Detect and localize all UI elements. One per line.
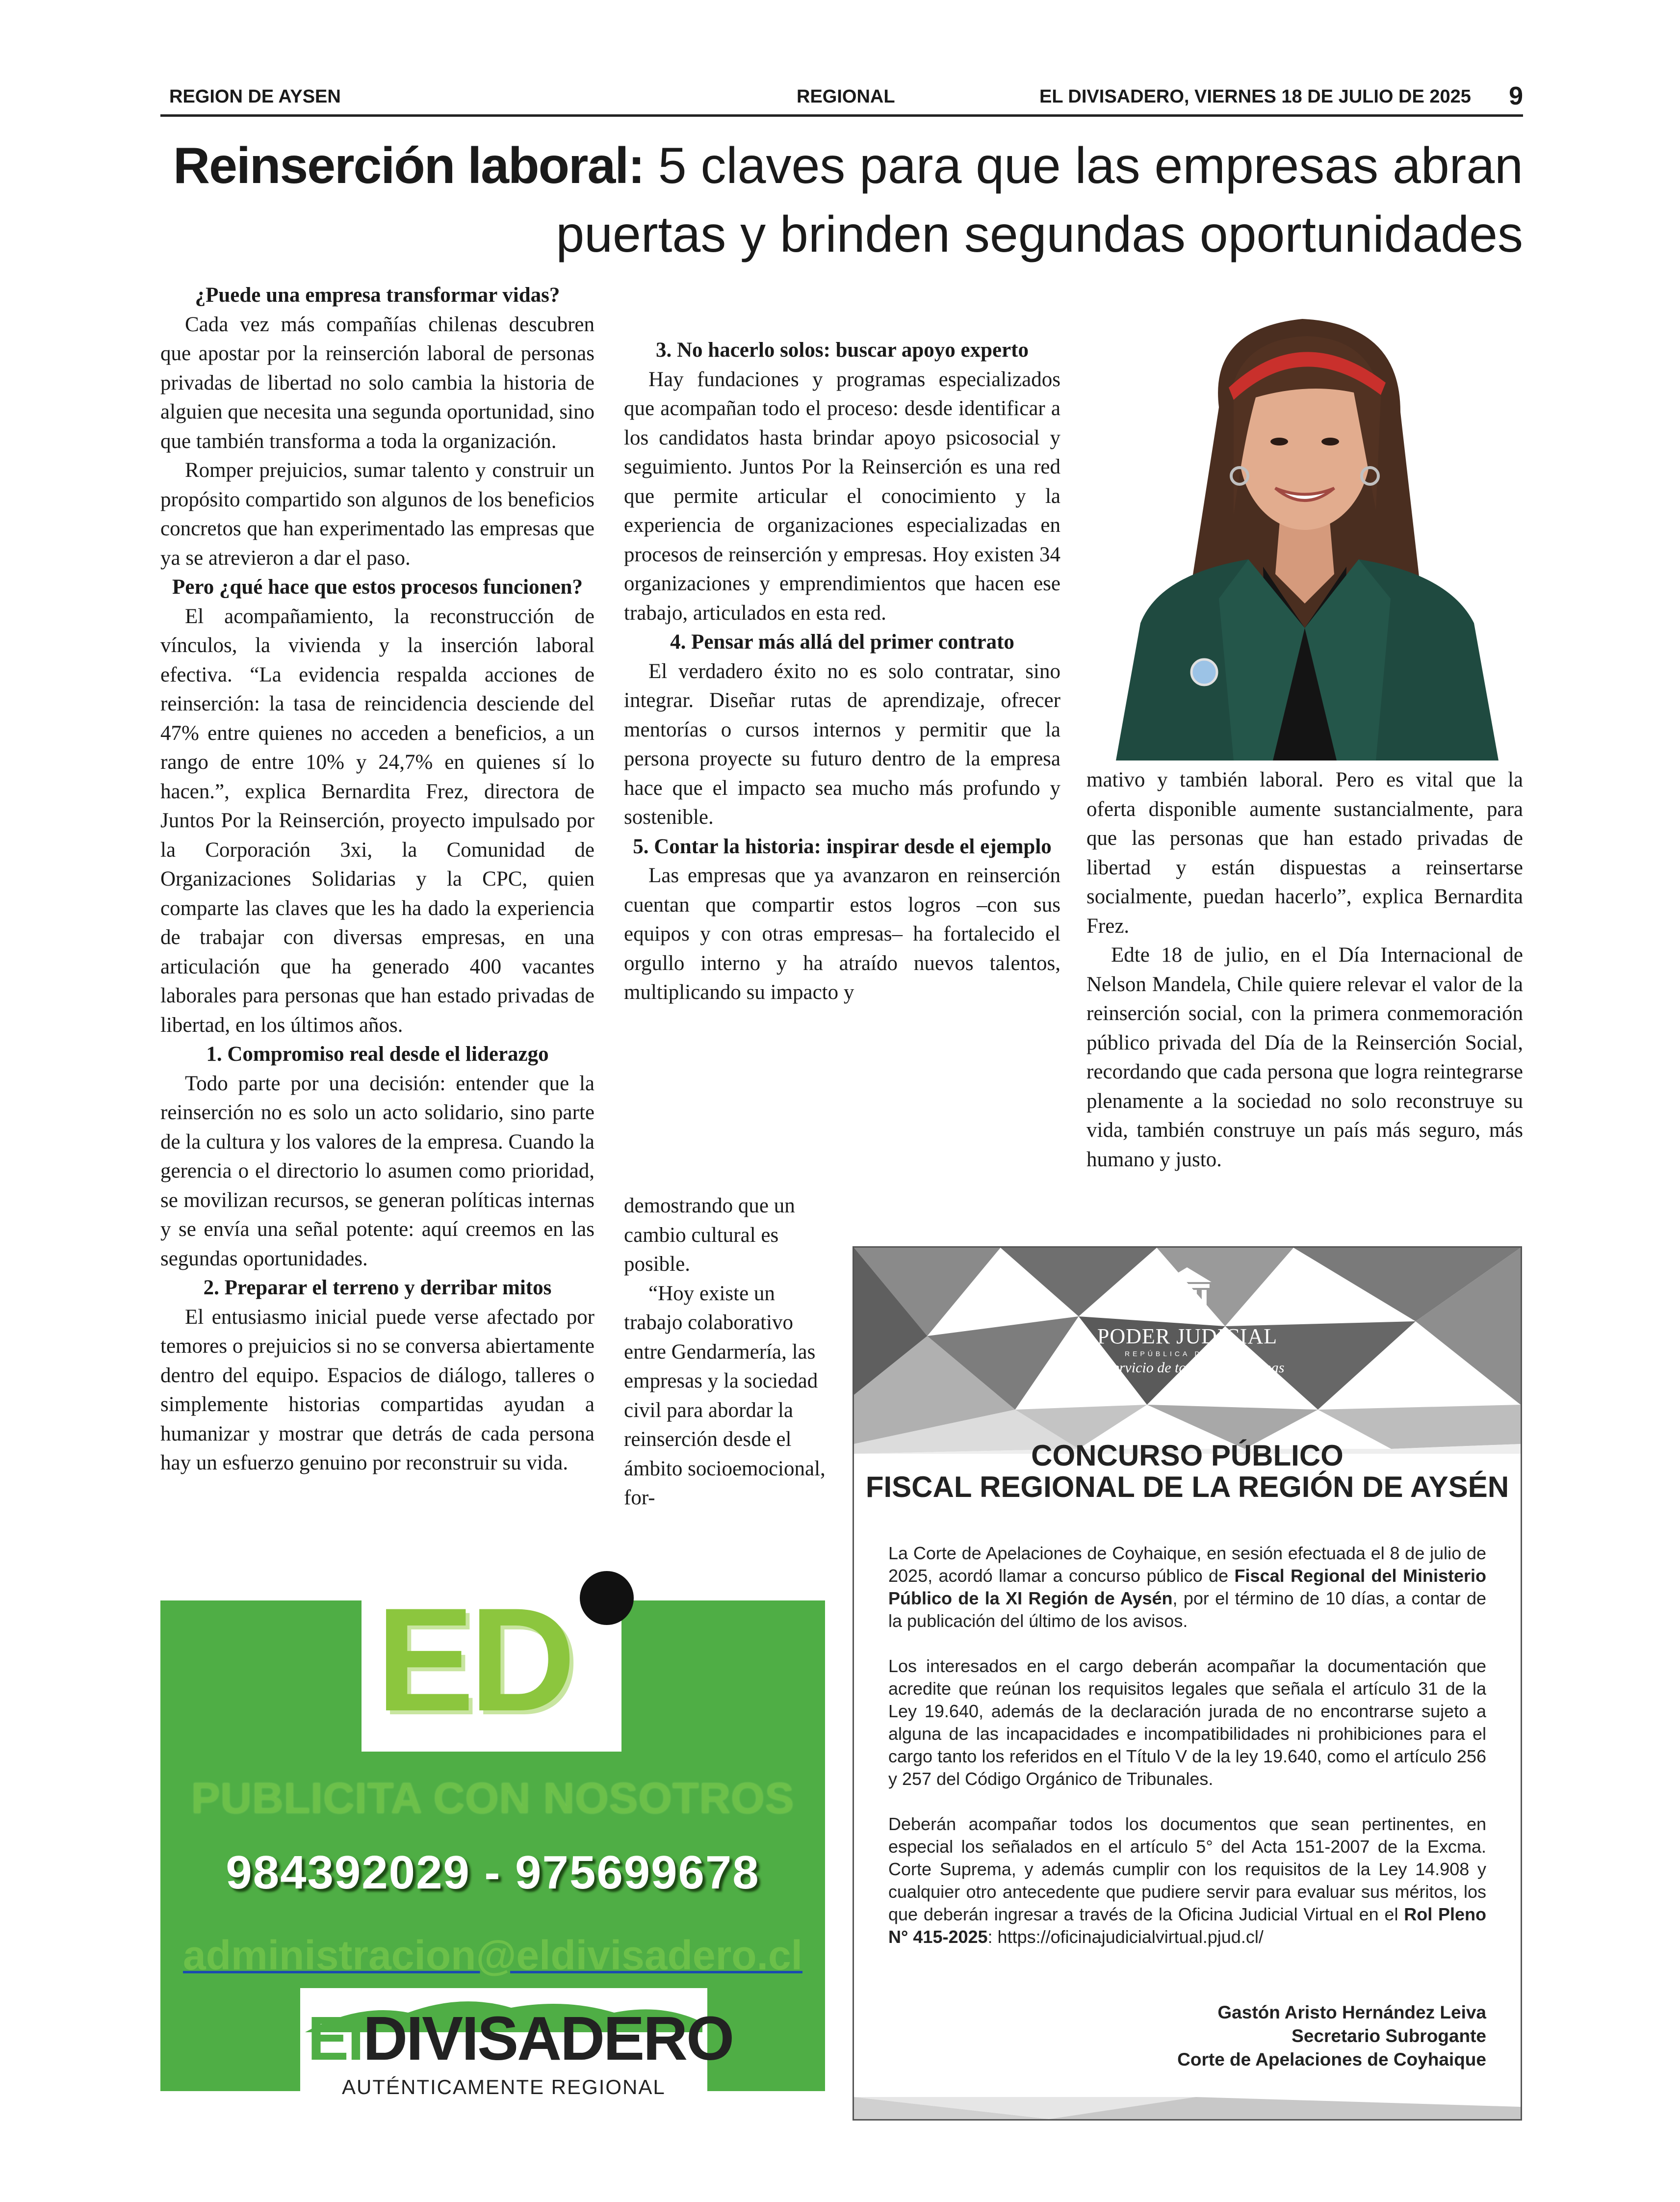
paragraph: El acompañamiento, la reconstrucción de vínculos, la vivienda y la inserción laboral efectiva. “La evidencia respalda acciones de reinserción: la tasa de reincidencia desciende del 47% entre quienes no acceden a beneficios, a un rango de entre 10% y 24,7% en quienes sí lo hacen.”, explica Bernardita Frez, directora de Juntos Por la Reinserción, proyecto impulsado por la Corporación 3xi, la Comunidad de Organizaciones Solidarias y la CPC, quien comparte las claves que les ha dado la experiencia de trabajar con diversas empresas, en una articulación que ha generado 400 vacantes laborales para personas que han estado privadas de libertad, en los últimos años. [160,604,594,1037]
notice-paragraph [888,1542,1486,1632]
portrait-illustration [1086,285,1523,760]
notice-text: La Corte de Apelaciones de Coyhaique, en sesión efectuada el 8 de julio de 2025, acordó llamar a concurso público de [888,1543,1486,1586]
ad-email-link[interactable]: administracion@eldivisadero.cl [183,1932,802,1978]
brand-name: DIVISADERO [363,2004,733,2073]
article-column-3 [1086,765,1523,1174]
brand-tagline: AUTÉNTICAMENTE REGIONAL [342,2075,666,2098]
paragraph: demostrando que un cambio cultural es posible. [624,1194,795,1276]
signer-name: Gastón Aristo Hernández Leiva [1217,2002,1486,2022]
subhead-key-2: 2. Preparar el terreno y derribar mitos [203,1276,552,1299]
headline-bold: Reinserción laboral: [173,137,644,194]
notice-text: , por el término de 10 días, a contar de la publicación del último de los avisos. [888,1588,1486,1631]
notice-paragraph [888,1813,1486,1948]
paragraph: Edte 18 de julio, en el Día Internacional de Nelson Mandela, Chile quiere relevar el valor de la reinserción social, con la primera conmemoración público privada del Día de la Reinserción Social, recordando que cada persona que logra reintegrarse plenamente a la sociedad no solo reconstruye su vida, también construye un país más seguro, más humano y justo. [1086,944,1523,1171]
paragraph: “Hoy existe un trabajo colaborativo entre Gendarmería, las empresas y la sociedad civil para abordar la reinserción desde el ámbito socioemocional, for- [624,1282,826,1509]
paragraph: Todo parte por una decisión: entender que la reinserción no es solo un acto solidario, sino parte de la cultura y los valores de la empresa. Cuando la gerencia o el directorio lo asumen como prioridad, se movilizan recursos, se generan políticas internas y se envía una señal potente: aquí creemos en las segundas oportunidades. [160,1072,594,1270]
paragraph: Las empresas que ya avanzaron en reinserción cuentan que compartir estos logros –con sus equipos y con otras empresas– ha fortalecido el orgullo interno y ha atraído nuevos talentos, multiplicando su impacto y [624,864,1060,1004]
institution-motto: Al servicio de todas las personas [1090,1360,1285,1376]
institution-name: PODER JUDICIAL [1097,1324,1278,1348]
notice-bold-text: Fiscal Regional del Ministerio Público de la XI Región de Aysén [888,1566,1486,1608]
subhead-question: Pero ¿qué hace que estos procesos funcionen? [172,576,583,599]
logo-dot-icon [580,1571,634,1625]
notice-title-line-1: CONCURSO PÚBLICO [1031,1439,1344,1472]
legal-notice [853,1246,1522,2121]
paragraph: Romper prejuicios, sumar talento y construir un propósito compartido son algunos de los beneficios concretos que han experimentado las empresas que ya se atrevieron a dar el paso. [160,459,594,570]
paragraph: Hay fundaciones y programas especializados que acompañan todo el proceso: desde identificar a los candidatos hasta brindar apoyo psicosocial y seguimiento. Juntos Por la Reinserción es una red que permite articular el conocimiento y la experiencia de organizaciones especializadas en procesos de reinserción y empresas. Hoy existen 34 organizaciones y emprendimientos que hacen ese trabajo, articulados en esta red. [624,367,1060,625]
section-category: REGIONAL [797,86,895,107]
article-column-1 [160,281,594,1478]
ad-phone-numbers: 984392029 - 975699678 [226,1846,760,1899]
section-label: REGION DE AYSEN [169,86,341,107]
paragraph: El verdadero éxito no es solo contratar, sino integrar. Diseñar rutas de aprendizaje, ofrecer mentorías o cursos internos y permitir que la persona proyecte su futuro dentro de la empresa hace que el impacto sea mucho más profundo y sostenible. [624,659,1060,829]
article-column-2-narrow [624,1191,829,1513]
ad-slogan: PUBLICITA CON NOSOTROS [191,1774,795,1822]
subhead-key-5: 5. Contar la historia: inspirar desde el ejemplo [633,835,1052,858]
paragraph: Cada vez más compañías chilenas descubren que apostar por la reinserción laboral de personas privadas de libertad no solo cambia la historia de alguien que necesita una segunda oportunidad, sino que también transforma a toda la organización. [160,313,594,453]
notice-url: : https://oficinajudicialvirtual.pjud.cl/ [987,1927,1264,1947]
ed-logo: ED [376,1577,571,1742]
notice-text: Deberán acompañar todos los documentos que sean pertinentes, en especial los señalados en el artículo 5° del Acta 151-2007 de la Excma. Corte Suprema, y además cumplir con los requisitos de la Ley 14.908 y cualquier otro antecedente que pudiere servir para evaluar sus méritos, los que deberán ingresar a través de la Oficina Judicial Virtual en el [888,1814,1486,1924]
notice-bold-text: Rol Pleno N° 415-2025 [888,1904,1486,1947]
subhead-key-1: 1. Compromiso real desde el liderazgo [206,1043,549,1066]
portrait-photo [1086,285,1523,760]
notice-title [854,1440,1521,1503]
brand-prefix: El [308,2004,363,2073]
subhead-key-4: 4. Pensar más allá del primer contrato [670,630,1014,654]
notice-body [888,1542,1486,1971]
notice-paragraph: Los interesados en el cargo deberán acompañar la documentación que acredite que reúnan los requisitos legales que señala el artículo 31 de la Ley 19.640, además de la declaración jurada de no encontrarse sujeto a alguna de las incapacidades e incompatibilidades ni prohibiciones para el cargo tanto los referidos en el Título V de la ley 19.640, como el artículo 256 y 257 del Código Orgánico de Tribunales. [888,1656,1486,1789]
brand-wordmark [308,2004,733,2073]
subhead-question: ¿Puede una empresa transformar vidas? [195,284,560,307]
notice-title-line-2: FISCAL REGIONAL DE LA REGIÓN DE AYSÉN [865,1470,1509,1503]
advertisement-eldivisadero [160,1577,825,2098]
headline-rest: 5 claves para que las empresas abran puertas y brinden segundas oportunidades [556,137,1523,263]
paragraph: El entusiasmo inicial puede verse afectado por temores o prejuicios si no se conversa abiertamente dentro del equipo. Espacios de diálogo, talleres o simplemente historias compartidas ayudan a humanizar y mostrar que detrás de cada persona hay un esfuerzo genuino por reconstruir su vida. [160,1305,594,1474]
paragraph: mativo y también laboral. Pero es vital que la oferta disponible aumente sustancialmente, para que las personas que han estado privadas de libertad y están dispuestas a reinsertarse socialmente, puedan hacerlo”, explica Bernardita Frez. [1086,768,1523,938]
signer-organization: Corte de Apelaciones de Coyhaique [1177,2049,1486,2070]
article-column-2 [624,0,1060,1007]
signer-role: Secretario Subrogante [1292,2026,1486,2046]
page-number: 9 [1509,82,1523,110]
edition-date: EL DIVISADERO, VIERNES 18 DE JULIO DE 2025 [1039,86,1471,107]
notice-footer-pattern [854,2097,1521,2119]
institution-country: REPÚBLICA DE CHILE [1124,1350,1250,1358]
subhead-key-3: 3. No hacerlo solos: buscar apoyo experto [655,339,1029,362]
signature-block [1177,2001,1486,2071]
